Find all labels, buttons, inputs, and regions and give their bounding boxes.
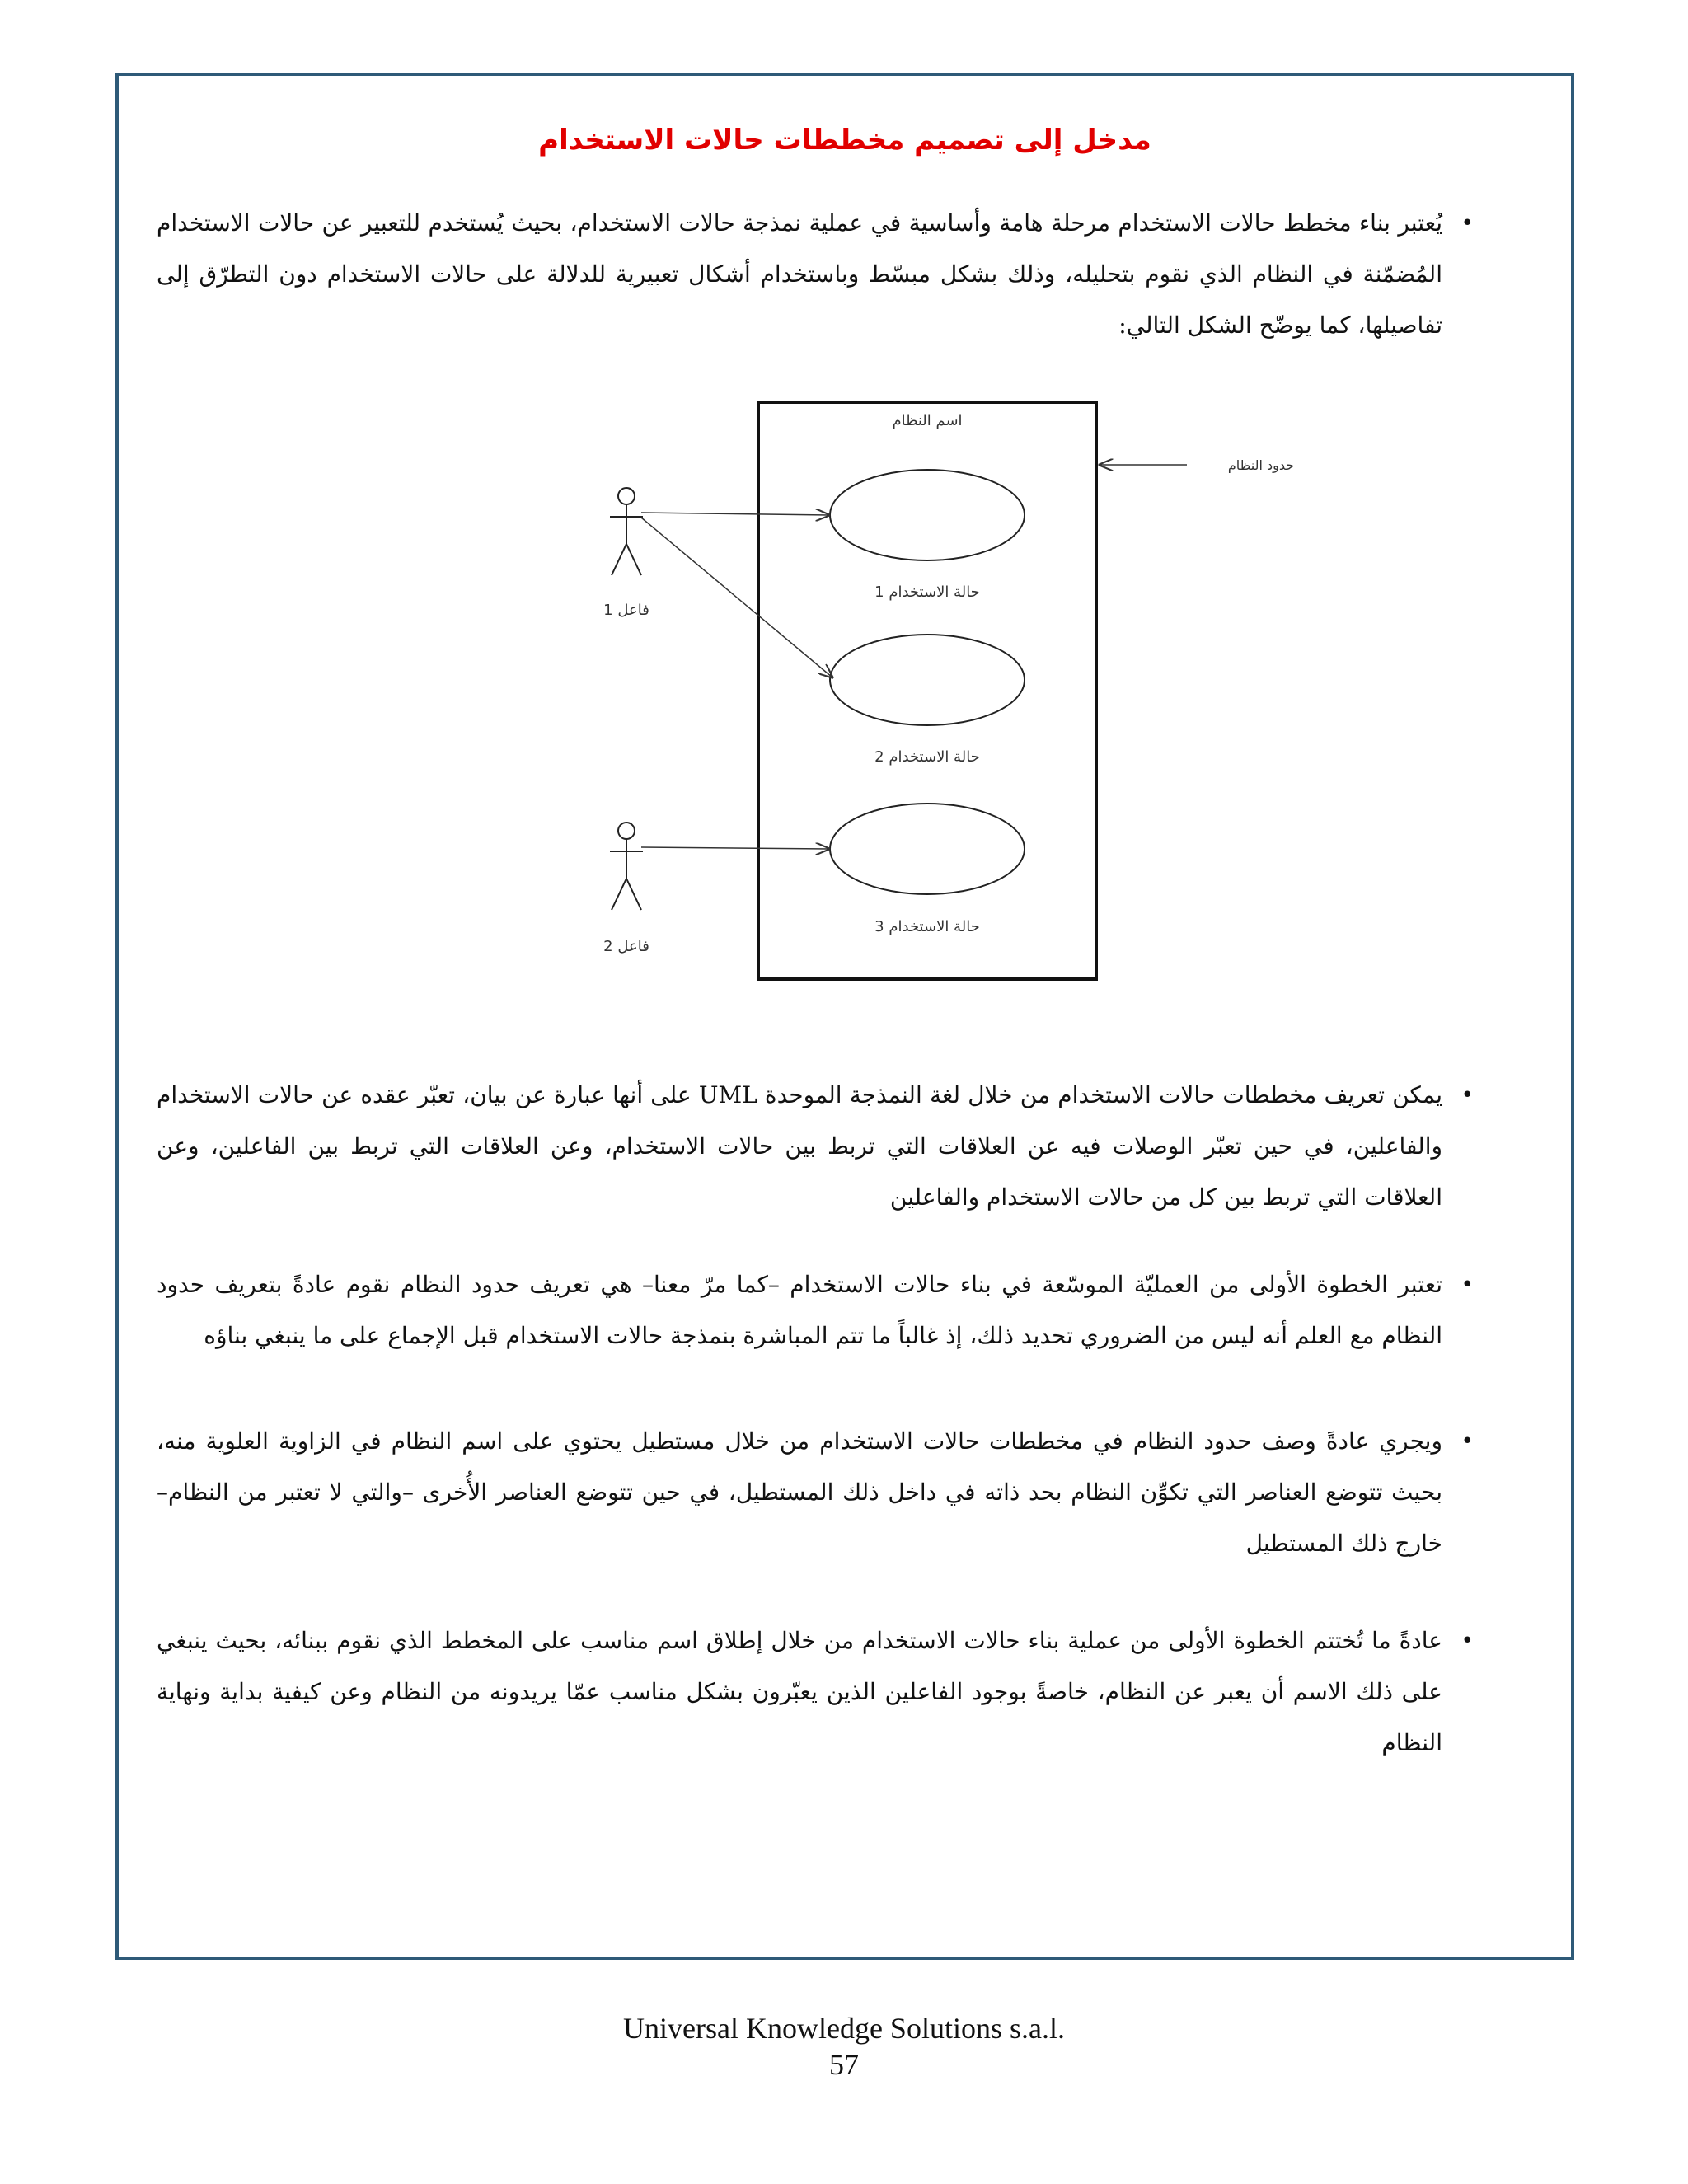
use-case-1-ellipse xyxy=(830,470,1025,560)
paragraph-naming xyxy=(157,1615,1474,1769)
system-name-label: اسم النظام xyxy=(892,412,963,429)
paragraph-intro xyxy=(157,198,1474,351)
paragraph-text: ويجري عادةً وصف حدود النظام في مخططات حالات الاستخدام من خلال مستطيل يحتوي على اسم النظام في الزاوية العلوية منه، بحيث تتوضع العناصر التي تكوِّن النظام بحد ذاته في داخل ذلك المستطيل، في حين تتوضع العناصر الأُخرى –والتي لا تعتبر من النظام– خارج ذلك المستطيل xyxy=(157,1427,1442,1557)
bullet-icon: • xyxy=(1461,211,1474,236)
actor-2-figure xyxy=(610,823,643,910)
use-case-3-label: حالة الاستخدام 3 xyxy=(874,918,980,935)
actor-2-label: فاعل 2 xyxy=(603,938,649,955)
association-actor2-usecase3 xyxy=(641,847,829,849)
use-case-diagram xyxy=(577,387,1319,997)
paragraph-uml-definition xyxy=(157,1070,1474,1223)
use-case-2-ellipse xyxy=(830,635,1025,725)
page-title: مدخل إلى تصميم مخططات حالات الاستخدام xyxy=(538,124,1151,157)
bullet-icon: • xyxy=(1461,1083,1474,1108)
actor-1-figure xyxy=(610,488,643,575)
association-actor1-usecase2 xyxy=(641,518,832,677)
boundary-label: حدود النظام xyxy=(1227,457,1295,473)
footer-page-number: 57 xyxy=(829,2048,859,2081)
paragraph-text: يمكن تعريف مخططات حالات الاستخدام من خلال لغة النمذجة الموحدة UML على أنها عبارة عن بيان، تعبّر عقده عن حالات الاستخدام والفاعلين، في حين تعبّر الوصلات فيه عن العلاقات التي تربط بين حالات الاستخدام، وعن العلاقات التي تربط بين الفاعلين، وعن العلاقات التي تربط بين كل من حالات الاستخدام والفاعلين xyxy=(157,1081,1443,1211)
footer-organization: Universal Knowledge Solutions s.a.l. xyxy=(623,2012,1065,2045)
bullet-icon: • xyxy=(1461,1272,1474,1297)
use-case-1-label: حالة الاستخدام 1 xyxy=(874,583,980,601)
association-actor1-usecase1 xyxy=(641,513,829,515)
use-case-2-label: حالة الاستخدام 2 xyxy=(874,748,980,766)
paragraph-text: يُعتبر بناء مخطط حالات الاستخدام مرحلة هامة وأساسية في عملية نمذجة حالات الاستخدام، بحيث يُستخدم للتعبير عن حالات الاستخدام المُضمّنة في النظام الذي نقوم بتحليله، وذلك بشكل مبسّط وباستخدام أشكال تعبيرية للدلالة على حالات الاستخدام دون التطرّق إلى تفاصيلها، كما يوضّح الشكل التالي: xyxy=(157,209,1442,339)
paragraph-boundary-description xyxy=(157,1416,1474,1569)
paragraph-first-step xyxy=(157,1259,1474,1361)
paragraph-text: عادةً ما تُختتم الخطوة الأولى من عملية بناء حالات الاستخدام من خلال إطلاق اسم مناسب على المخطط الذي نقوم ببنائه، بحيث ينبغي على ذلك الاسم أن يعبر عن النظام، خاصةً بوجود الفاعلين الذين يعبّرون بشكل مناسب عمّا يريدونه من النظام وعن كيفية بداية ونهاية النظام xyxy=(157,1627,1442,1756)
actor-1-label: فاعل 1 xyxy=(603,602,649,619)
bullet-icon: • xyxy=(1461,1429,1474,1454)
bullet-icon: • xyxy=(1461,1629,1474,1653)
paragraph-text: تعتبر الخطوة الأولى من العمليّة الموسّعة في بناء حالات الاستخدام –كما مرّ معنا– هي تعريف حدود النظام نقوم عادةً بتعريف حدود النظام مع العلم أنه ليس من الضروري تحديد ذلك، إذ غالباً ما تتم المباشرة بنمذجة حالات الاستخدام قبل الإجماع على ما ينبغي بناؤه xyxy=(157,1271,1442,1349)
system-boundary xyxy=(758,402,1096,979)
use-case-3-ellipse xyxy=(830,804,1025,894)
